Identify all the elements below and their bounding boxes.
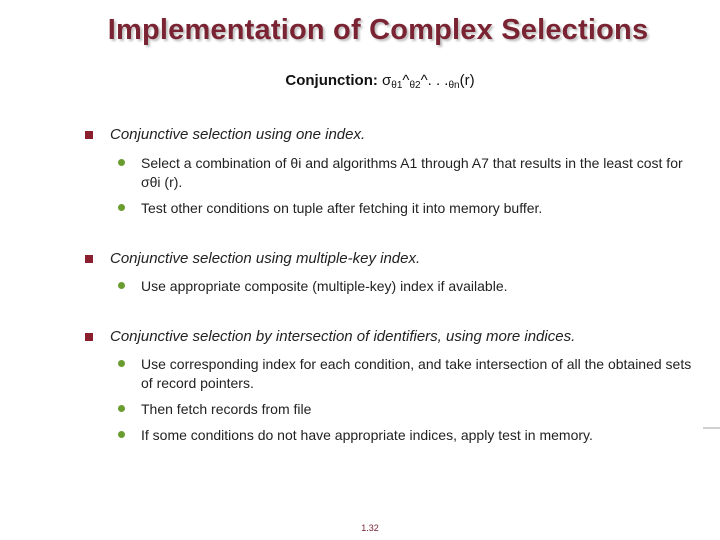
formula-sub-n: θn [448, 80, 460, 91]
round-bullet-icon [118, 204, 125, 211]
formula-sub-2: θ2 [409, 80, 421, 91]
bullet-text: Conjunctive selection using multiple-key index. [110, 250, 421, 267]
formula-wedge-2: ^. . . [420, 72, 449, 89]
conjunction-heading [0, 72, 720, 91]
square-bullet-icon [85, 255, 93, 263]
formula-arg: (r) [459, 72, 475, 89]
sub-bullet-text: Then fetch records from file [141, 401, 312, 417]
bullet-text: Conjunctive selection by intersection of identifiers, using more indices. [110, 328, 576, 345]
sub-bullet-text: Test other conditions on tuple after fetching it into memory buffer. [141, 200, 543, 216]
square-bullet-icon [85, 131, 93, 139]
sub-bullet-text: Select a combination of θi and algorithms A1 through A7 that results in the least cost for σθi (r). [141, 155, 683, 190]
page-number: 1.32 [361, 523, 379, 533]
formula-wedge-1: ^ [402, 72, 410, 89]
formula-sigma: σ [382, 72, 392, 89]
round-bullet-icon [118, 405, 125, 412]
sub-bullet-text: Use appropriate composite (multiple-key) index if available. [141, 278, 508, 294]
conjunction-label: Conjunction: [285, 72, 378, 89]
square-bullet-icon [85, 333, 93, 341]
conjunction-formula [382, 72, 475, 89]
round-bullet-icon [118, 159, 125, 166]
formula-sub-1: θ1 [391, 80, 403, 91]
sub-bullet-text: Use corresponding index for each condition, and take intersection of all the obtained sets of record pointers. [141, 356, 692, 391]
edge-divider [703, 427, 720, 429]
round-bullet-icon [118, 431, 125, 438]
round-bullet-icon [118, 360, 125, 367]
slide-title: Implementation of Complex Selections [107, 14, 649, 46]
round-bullet-icon [118, 282, 125, 289]
bullet-text: Conjunctive selection using one index. [110, 126, 366, 143]
sub-bullet-text: If some conditions do not have appropriate indices, apply test in memory. [141, 427, 593, 443]
